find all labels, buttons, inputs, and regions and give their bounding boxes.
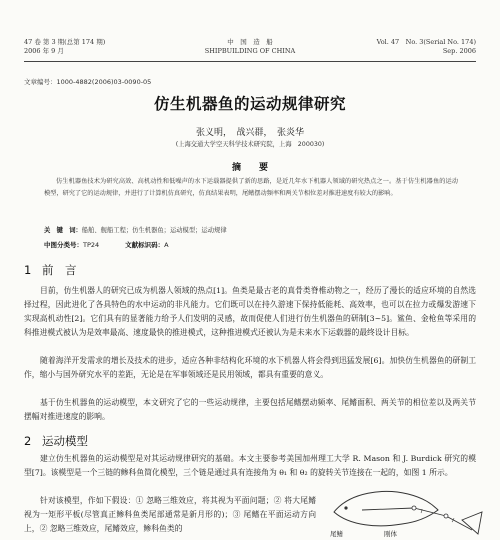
section-heading-2 xyxy=(24,433,88,449)
link-tail xyxy=(446,516,472,530)
abstract-text: 仿生机器鱼技术为研究高效、高机动性和低噪声的水下运载器提供了新的思路，是近几年水下机器人领域的研究热点之一。基于仿生机器鱼的运动模型，研究了它的运动规律，并进行了计算机仿真研究，仿真结果表明，尾鳍摆动频率和两关节相位差对推进速度有较大的影响。 xyxy=(44,178,458,197)
journal-date-en: Sep. 2006 xyxy=(442,47,476,55)
article-number: 文章编号：1000-4882(2006)03-0090-05 xyxy=(24,78,152,86)
affiliation: (上海交通大学空天科学技术研究院，上海 200030) xyxy=(175,141,325,148)
section-1-paragraph-1: 目前，仿生机器人的研究已成为机器人领域的热点[1]。鱼类是最古老的真骨类脊椎动物之一，经历了漫长的适应环境的自然选择过程，因此进化了各具特色的水中运动的非凡能力。它们既可以在持久游速下保持低能耗、高效率，也可以在拉力或爆发游速下实现高机动性[2]。它们具有的显著能力给予人们发明的灵感，故而促使人们进行仿生机器鱼的研制[3~5]。鲨鱼、金枪鱼等采用的 科推进模式被认为是效率最高、速度最快的推进模式，这种推进模式还被认为是未来水下运载器的最终设计目标。 xyxy=(24,286,484,338)
section-number: 1 xyxy=(24,263,32,277)
abstract-heading: 摘 要 xyxy=(231,163,268,173)
section-title: 前 言 xyxy=(42,263,77,277)
section-number: 2 xyxy=(24,434,32,448)
doc-code-value: A xyxy=(164,241,169,249)
classification-line xyxy=(44,240,169,249)
section-title: 运动模型 xyxy=(42,434,88,448)
journal-date: 2006 年 9 月 xyxy=(24,47,64,55)
fish-model-figure xyxy=(322,472,492,540)
section-2-paragraph-2: 针对该模型，作如下假设：① 忽略三维效应，将其视为平面问题；② 将大尾鳍视为一矩形平板(尽管真正鲹科鱼类尾部通常是新月形的)；③ 尾鳍在平面运动方向上，② 忽略三维效应，尾鳍效应，鲹科鱼类的 xyxy=(24,496,316,534)
author-list: 张义明， 战兴群， 张炎华 xyxy=(195,128,304,138)
keywords-text: 船舶、舰船工程；仿生机器鱼；运动模型；运动规律 xyxy=(81,227,227,234)
paper-title: 仿生机器鱼的运动规律研究 xyxy=(153,95,346,113)
section-1-paragraph-3: 基于仿生机器鱼的运动模型，本文研究了它的一些运动规律，主要包括尾鳍摆动频率、尾鳍面积、两关节的相位差以及两关节摆幅对推进速度的影响。 xyxy=(24,398,476,422)
section-heading-1 xyxy=(24,262,77,278)
header-rule xyxy=(24,61,476,62)
link-body xyxy=(362,508,414,510)
journal-name-en: SHIPBUILDING OF CHINA xyxy=(204,47,296,55)
clc-value: TP24 xyxy=(83,241,100,249)
joint-2 xyxy=(444,514,448,518)
fish-eye xyxy=(344,506,347,509)
section-1-paragraph-2: 随着海洋开发需求的增长及技术的进步，适应各种非结构化环境的水下机器人将会得到迅猛发展[6]。加快仿生机器鱼的研制工作，缩小与国外研究水平的差距，无论是在军事领域还是民用领域，都具有重要的意义。 xyxy=(24,356,476,380)
journal-volume-en: Vol. 47 No. 3(Serial No. 174) xyxy=(376,38,476,46)
journal-volume: 47 卷 第 3 期(总第 174 期) xyxy=(24,38,106,46)
clc-label: 中图分类号： xyxy=(44,241,83,249)
journal-name-cn: 中 国 造 船 xyxy=(227,38,273,46)
joint-1 xyxy=(412,506,416,510)
figure-label-body: 刚体 xyxy=(384,530,397,538)
header-right xyxy=(377,38,476,56)
keywords-label: 关 键 词： xyxy=(44,227,82,234)
figure-label-tail: 尾鳍 xyxy=(330,530,343,538)
doc-code-label: 文献标识码： xyxy=(125,241,165,249)
section-2-paragraph-1: 建立仿生机器鱼的运动模型是对其运动规律研究的基础。本文主要参考美国加州理工大学 R. Mason 和 J. Burdick 研究的模型[7]。该模型是一个三链的鲹科鱼简化模型，三个链是通过具有连接角为 θ₁ 和 θ₂ 的旋转关节连接在一起的，如图 1 所示。 xyxy=(24,454,476,478)
keywords-line xyxy=(44,225,227,234)
tail-fin xyxy=(462,512,482,534)
